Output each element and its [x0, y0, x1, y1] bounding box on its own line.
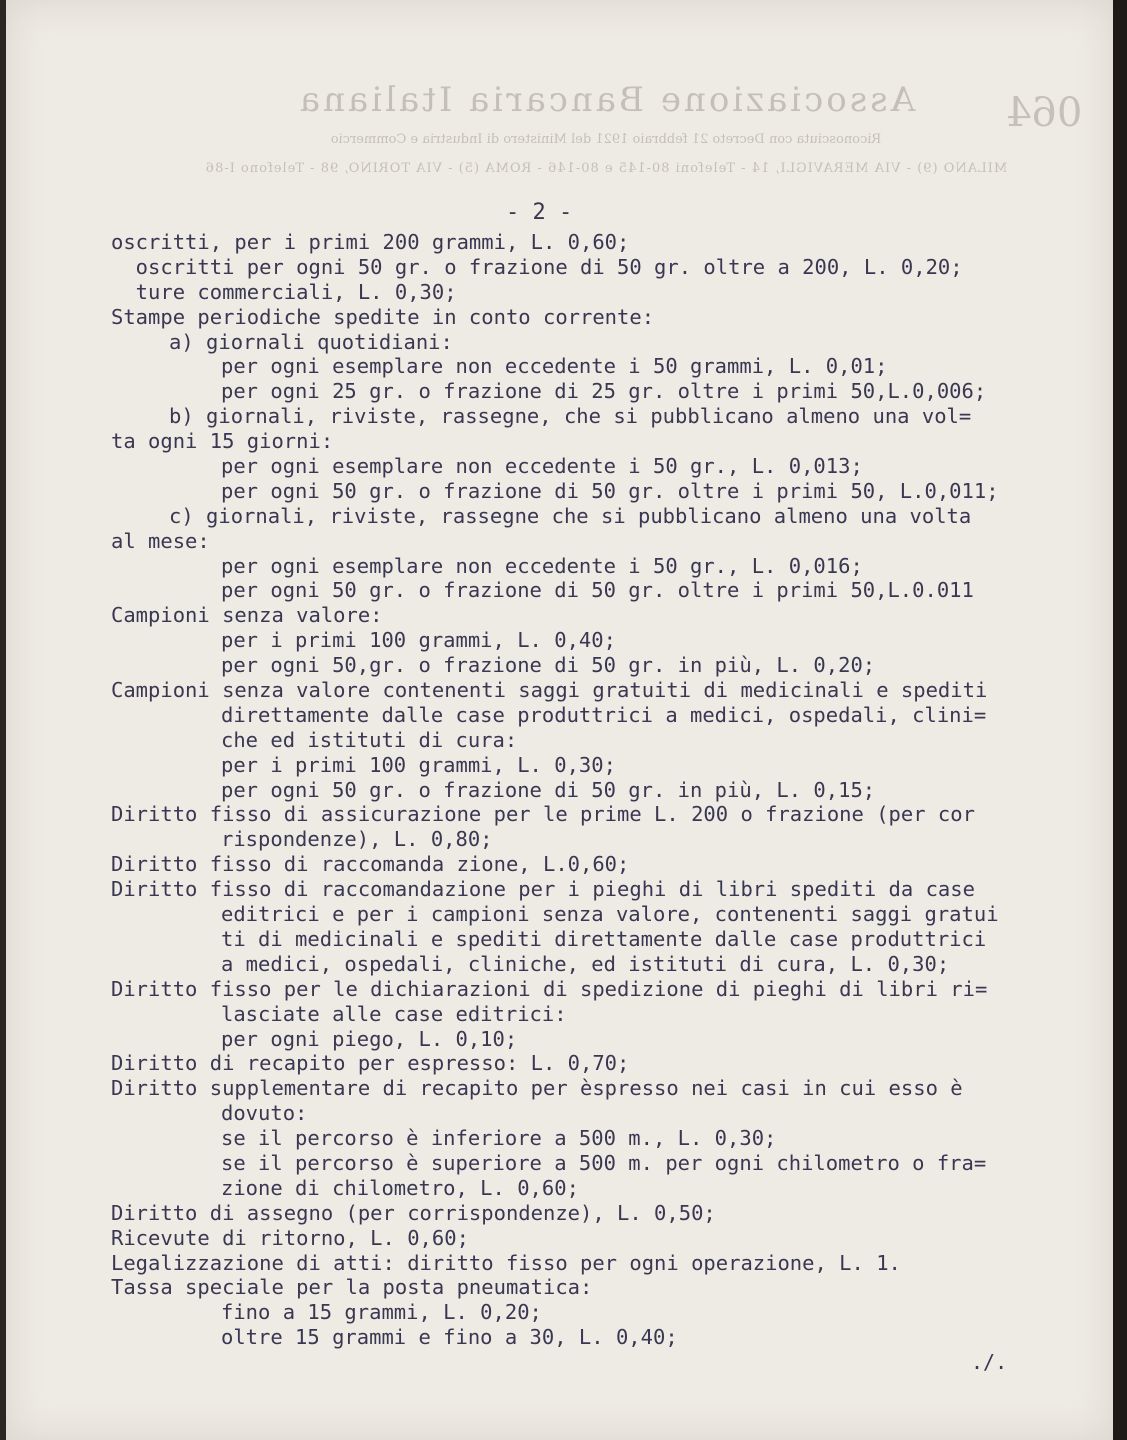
text-line: oscritti per ogni 50 gr. o frazione di 50 gr. oltre a 200, L. 0,20;: [111, 254, 963, 279]
text-line: Ricevute di ritorno, L. 0,60;: [111, 1225, 469, 1250]
text-line: se il percorso è inferiore a 500 m., L. 0,30;: [221, 1126, 777, 1151]
text-line: per ogni 50,gr. o frazione di 50 gr. in più, L. 0,20;: [221, 653, 876, 678]
text-line: Diritto di recapito per espresso: L. 0,70;: [111, 1051, 630, 1076]
text-line: Diritto fisso di raccomanda zione, L.0,60;: [111, 852, 630, 877]
text-line: Legalizzazione di atti: diritto fisso per ogni operazione, L. 1.: [111, 1250, 901, 1275]
text-line: oltre 15 grammi e fino a 30, L. 0,40;: [221, 1325, 678, 1350]
text-line: dovuto:: [221, 1101, 308, 1126]
text-line: Campioni senza valore contenenti saggi gratuiti di medicinali e spediti: [111, 678, 988, 703]
text-line: Campioni senza valore:: [111, 603, 383, 628]
text-line: per ogni piego, L. 0,10;: [221, 1026, 518, 1051]
text-line: se il percorso è superiore a 500 m. per ogni chilometro o fra=: [221, 1150, 987, 1175]
text-line: ture commerciali, L. 0,30;: [111, 279, 457, 304]
text-line: a medici, ospedali, cliniche, ed istituti di cura, L. 0,30;: [221, 951, 950, 976]
page-number: - 2 -: [506, 200, 573, 225]
letterhead-name: Associazione Bancaria Italiana: [296, 80, 916, 120]
letterhead-ghost-number: 064: [1006, 90, 1083, 136]
text-line: al mese:: [111, 528, 210, 553]
text-line: per ogni esemplare non eccedente i 50 gr., L. 0,016;: [221, 553, 863, 578]
text-line: Diritto fisso di raccomandazione per i pieghi di libri spediti da case: [111, 877, 975, 902]
letterhead-subtitle: Riconosciuta con Decreto 21 febbraio 1921 del Ministero di Industria e Commercio: [330, 132, 882, 147]
scan-edge: [1113, 0, 1127, 1440]
text-line: Diritto fisso di assicurazione per le prime L. 200 o frazione (per cor: [111, 802, 975, 827]
text-line: editrici e per i campioni senza valore, contenenti saggi gratui: [221, 902, 999, 927]
text-line: ti di medicinali e spediti direttamente dalle case produttrici: [221, 926, 987, 951]
text-line: c) giornali, riviste, rassegne che si pubblicano almeno una volta: [169, 503, 972, 528]
text-line: oscritti, per i primi 200 grammi, L. 0,60;: [111, 230, 630, 254]
text-line: b) giornali, riviste, rassegne, che si pubblicano almeno una vol=: [169, 404, 972, 429]
text-line: per ogni esemplare non eccedente i 50 gr., L. 0,013;: [221, 454, 863, 479]
text-line: ta ogni 15 giorni:: [111, 429, 334, 454]
typed-body-text: [111, 230, 1071, 1350]
letterhead-address: MILANO (9) - VIA MERAVIGLI, 14 - Telefoni 80-145 e 80-146 - ROMA (5) - VIA TORINO, 98 - Telefono I-86: [204, 161, 1008, 176]
text-line: Diritto di assegno (per corrispondenze), L. 0,50;: [111, 1200, 716, 1225]
text-line: a) giornali quotidiani:: [169, 329, 453, 354]
text-line: Tassa speciale per la posta pneumatica:: [111, 1275, 593, 1300]
text-line: Diritto supplementare di recapito per èspresso nei casi in cui esso è: [111, 1076, 963, 1101]
continuation-mark: ./.: [971, 1350, 1008, 1374]
text-line: per i primi 100 grammi, L. 0,40;: [221, 628, 616, 653]
text-line: che ed istituti di cura:: [221, 727, 518, 752]
text-line: per ogni 50 gr. o frazione di 50 gr. oltre i primi 50,L.0.011: [221, 578, 974, 603]
text-line: Stampe periodiche spedite in conto corrente:: [111, 304, 655, 329]
text-line: zione di chilometro, L. 0,60;: [221, 1175, 579, 1200]
text-line: per ogni 50 gr. o frazione di 50 gr. oltre i primi 50, L.0,011;: [221, 478, 999, 503]
text-line: fino a 15 grammi, L. 0,20;: [221, 1300, 542, 1325]
text-line: lasciate alle case editrici:: [221, 1001, 567, 1026]
text-line: rispondenze), L. 0,80;: [221, 827, 493, 852]
text-line: per i primi 100 grammi, L. 0,30;: [221, 752, 616, 777]
text-line: per ogni 50 gr. o frazione di 50 gr. in più, L. 0,15;: [221, 777, 876, 802]
text-line: direttamente dalle case produttrici a medici, ospedali, clini=: [221, 702, 987, 727]
text-line: per ogni 25 gr. o frazione di 25 gr. oltre i primi 50,L.0,006;: [221, 379, 987, 404]
text-line: Diritto fisso per le dichiarazioni di spedizione di pieghi di libri ri=: [111, 976, 988, 1001]
letterhead-bleedthrough: [156, 80, 1056, 176]
text-line: per ogni esemplare non eccedente i 50 grammi, L. 0,01;: [221, 354, 888, 379]
document-page: [6, 0, 1114, 1440]
